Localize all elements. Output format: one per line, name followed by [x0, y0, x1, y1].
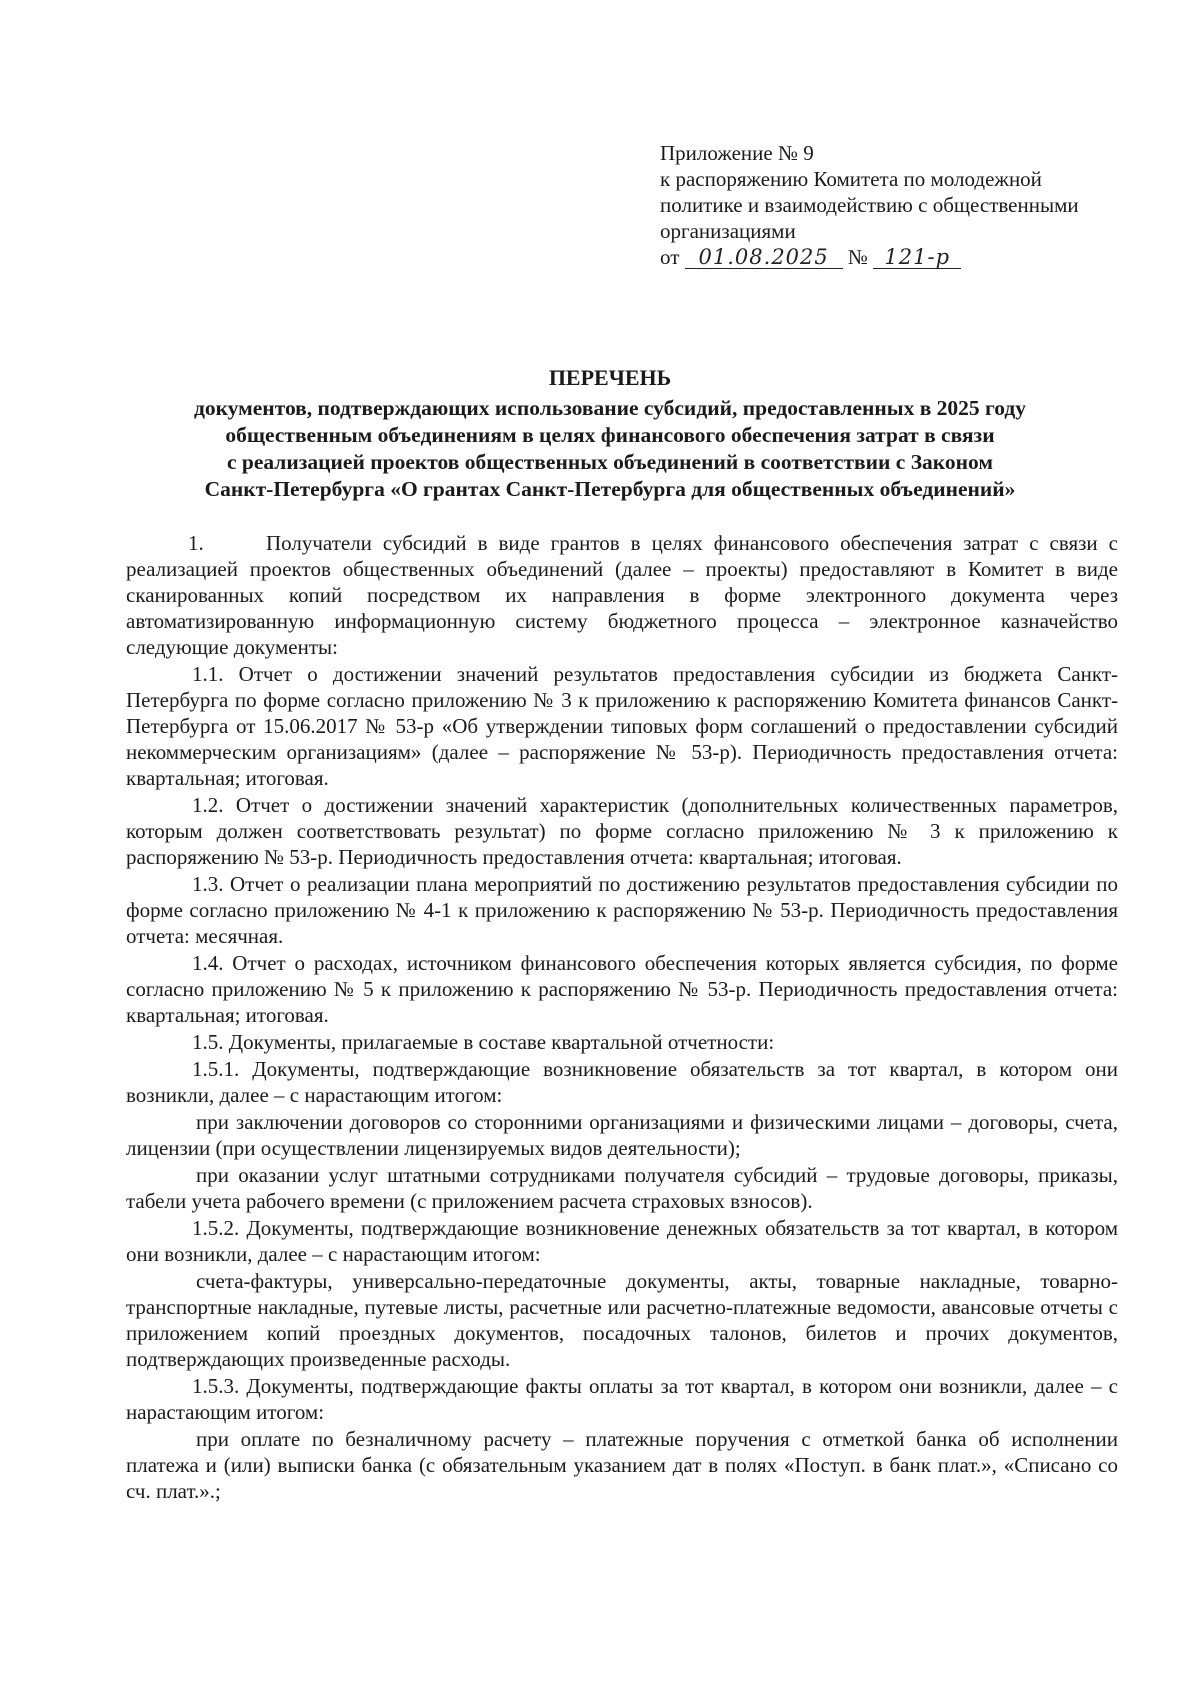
paragraph-1-5-1: 1.5.1. Документы, подтверждающие возникновение обязательств за тот квартал, в котором они возникли, далее – с нарастающим итогом: — [126, 1057, 1118, 1107]
paragraph-1-3: 1.3. Отчет о реализации плана мероприятий по достижению результатов предоставления субсидии по форме согласно приложению № 4-1 к приложению к распоряжению № 53-р. Периодичность предоставления отчета: месячная. — [126, 872, 1118, 948]
from-label: от — [660, 245, 680, 269]
paragraph-1-5-3: 1.5.3. Документы, подтверждающие факты оплаты за тот квартал, в котором они возникли, далее – с нарастающим итогом: — [126, 1374, 1118, 1424]
document-body — [126, 530, 1118, 1505]
paragraph-1-5-3-a: при оплате по безналичному расчету – платежные поручения с отметкой банка об исполнении платежа и (или) выписки банка (с обязательным указанием дат в полях «Поступ. в банк плат.», «Списано со сч. плат.».; — [126, 1427, 1118, 1503]
number-label: № — [847, 245, 868, 269]
handwritten-number: 121-р — [873, 246, 961, 269]
paragraph-1-5: 1.5. Документы, прилагаемые в составе квартальной отчетности: — [192, 1030, 775, 1054]
paragraph-1-5-2-a: счета-фактуры, универсально-передаточные документы, акты, товарные накладные, товарно-транспортные накладные, путевые листы, расчетные или расчетно-платежные ведомости, авансовые отчеты с приложением копий проездных документов, посадочных талонов, билетов и прочих документов, подтверждающих произведенные расходы. — [126, 1269, 1118, 1371]
paragraph-1-5-1-b: при оказании услуг штатными сотрудниками получателя субсидий – трудовые договоры, приказы, табели учета рабочего времени (с приложением расчета страховых взносов). — [126, 1163, 1118, 1213]
title-main: ПЕРЕЧЕНЬ — [548, 365, 672, 390]
paragraph-1-text: Получатели субсидий в виде грантов в целях финансового обеспечения затрат с связи с реализацией проектов общественных объединений (далее – проекты) предоставляют в Комитет в виде сканированных копий посредством их направления в форме электронного документа через автоматизированную информационную систему бюджетного процесса – электронное казначейство следующие документы: — [126, 531, 1118, 659]
paragraph-1-5-1-a: при заключении договоров со сторонними организациями и физическими лицами – договоры, счета, лицензии (при осуществлении лицензируемых видов деятельности); — [126, 1110, 1118, 1160]
appendix-line-4: организациями — [660, 219, 796, 243]
paragraph-1-number: 1. — [188, 531, 204, 555]
title-line-2: общественным объединениям в целях финансового обеспечения затрат в связи — [225, 423, 995, 447]
paragraph-1-1: 1.1. Отчет о достижении значений результатов предоставления субсидии из бюджета Санкт-Петербурга по форме согласно приложению № 3 к приложению к распоряжению Комитета финансов Санкт-Петербурга от 15.06.2017 № 53-р «Об утверждении типовых форм соглашений о предоставлении субсидий некоммерческим организациям» (далее – распоряжение № 53-р). Периодичность предоставления отчета: квартальная; итоговая. — [126, 662, 1118, 790]
appendix-line-1: Приложение № 9 — [660, 141, 814, 165]
appendix-line-3: политике и взаимодействию с общественными — [660, 193, 1079, 217]
appendix-line-2: к распоряжению Комитета по молодежной — [660, 167, 1042, 191]
document-title — [110, 364, 1110, 503]
paragraph-1-2: 1.2. Отчет о достижении значений характеристик (дополнительных количественных параметров, которым должен соответствовать результат) по форме согласно приложению № 3 к приложению к распоряжению № 53-р. Периодичность предоставления отчета: квартальная; итоговая. — [126, 793, 1118, 869]
appendix-date-line — [660, 244, 1120, 270]
title-line-4: Санкт-Петербурга «О грантах Санкт-Петербурга для общественных объединений» — [204, 477, 1016, 501]
handwritten-date: 01.08.2025 — [685, 246, 843, 269]
title-line-3: с реализацией проектов общественных объединений в соответствии с Законом — [226, 450, 994, 474]
paragraph-1-5-2: 1.5.2. Документы, подтверждающие возникновение денежных обязательств за тот квартал, в котором они возникли, далее – с нарастающим итогом: — [126, 1216, 1118, 1266]
paragraph-1 — [126, 530, 1118, 660]
paragraph-1-4: 1.4. Отчет о расходах, источником финансового обеспечения которых является субсидия, по форме согласно приложению № 5 к приложению к распоряжению № 53-р. Периодичность предоставления отчета: квартальная; итоговая. — [126, 951, 1118, 1027]
title-line-1: документов, подтверждающих использование субсидий, предоставленных в 2025 году — [193, 396, 1027, 420]
appendix-header — [660, 140, 1120, 270]
